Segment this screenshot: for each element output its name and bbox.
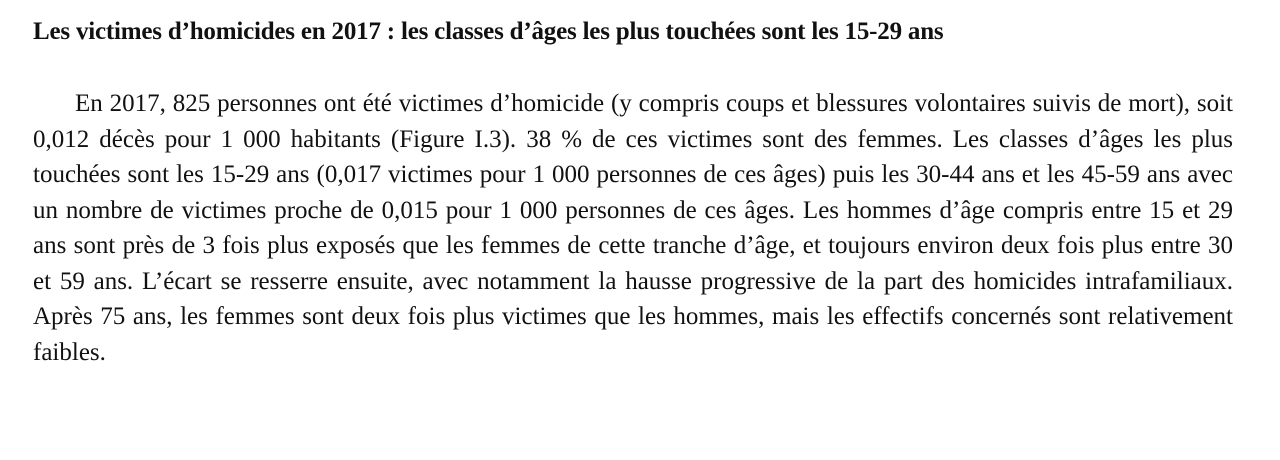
section-heading: Les victimes d’homicides en 2017 : les classes d’âges les plus touchées sont les 15-29 ans <box>33 18 944 45</box>
body-paragraph: En 2017, 825 personnes ont été victimes d’homicide (y compris coups et blessures volontaires suivis de mort), soit 0,012 décès pour 1 000 habitants (Figure I.3). 38 % de ces victimes sont des femmes. Les classes d’âges les plus touchées sont les 15-29 ans (0,017 victimes pour 1 000 personnes de ces âges) puis les 30-44 ans et les 45-59 ans avec un nombre de victimes proche de 0,015 pour 1 000 personnes de ces âges. Les hommes d’âge compris entre 15 et 29 ans sont près de 3 fois plus exposés que les femmes de cette tranche d’âge, et toujours environ deux fois plus entre 30 et 59 ans. L’écart se resserre ensuite, avec notamment la hausse progressive de la part des homicides intrafamiliaux. Après 75 ans, les femmes sont deux fois plus victimes que les hommes, mais les effectifs concernés sont relativement faibles. <box>33 90 1233 366</box>
document-page <box>33 14 1233 370</box>
